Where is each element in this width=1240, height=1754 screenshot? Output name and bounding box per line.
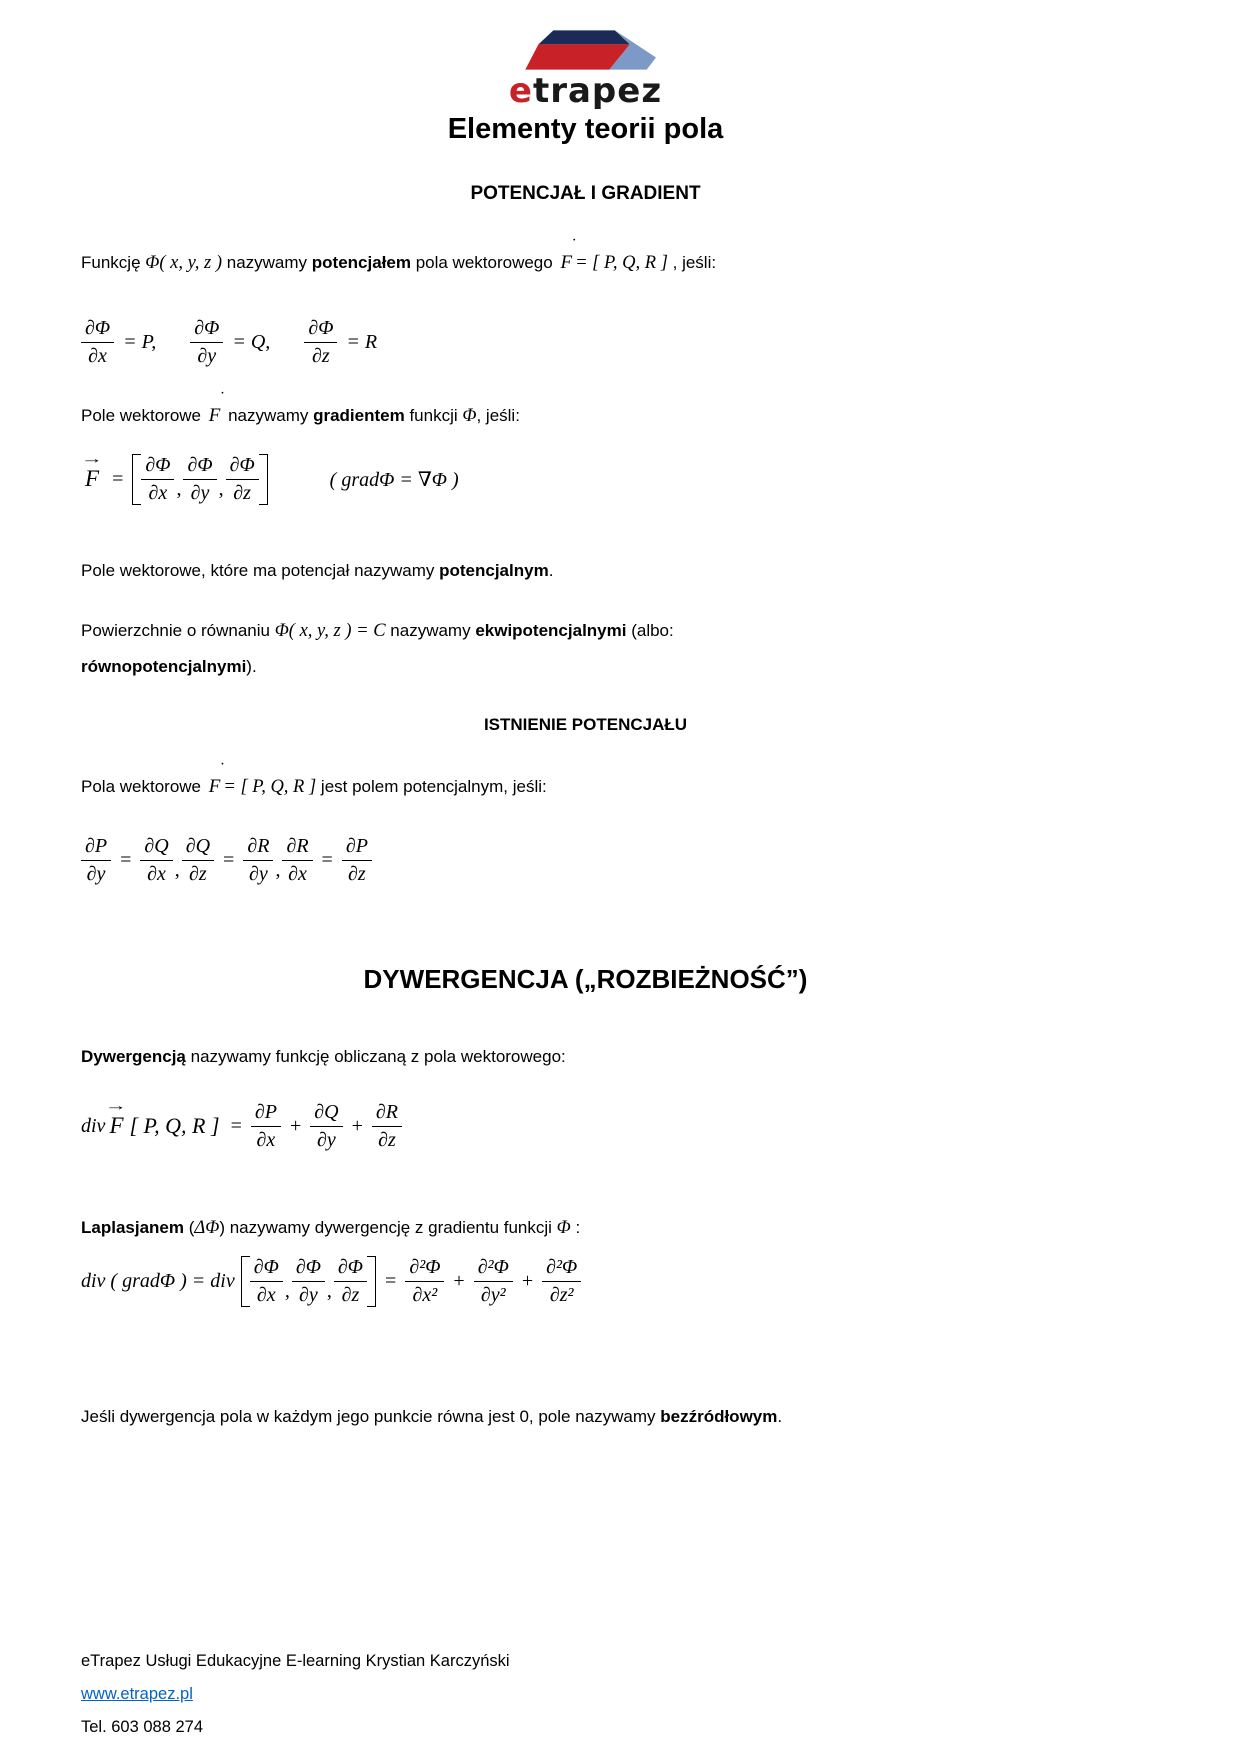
fraction: $\frac{\text{∂²Φ}}{\text{∂x²}}$ (405, 1256, 444, 1307)
equals-P: = P, (123, 330, 157, 353)
math-delta-phi: ΔΦ (194, 1217, 220, 1238)
text: Funkcję (81, 252, 146, 272)
text: nazywamy (385, 620, 476, 640)
paragraph-definicja-dywergencji (81, 1039, 1090, 1075)
vector-dot-mark: ˙ (219, 758, 226, 778)
text: funkcji (404, 405, 463, 425)
fraction: $\frac{\partial Q}{\partial x}$ (140, 835, 172, 886)
vector-arrow-mark: → (105, 1098, 128, 1114)
text: Powierzchnie o równaniu (81, 620, 275, 640)
fraction: $\frac{\partial\Phi}{\partial z}$ (304, 317, 337, 368)
paragraph-definicja-laplasjanu (81, 1210, 1090, 1246)
equals-sign: = (223, 848, 235, 871)
text: . (548, 560, 554, 580)
comma: , (174, 858, 180, 881)
text: pola wektorowego (410, 252, 558, 272)
bold-potencjalem: potencjałem (311, 252, 411, 272)
fraction: $\frac{\partial\Phi}{\partial x}$ (250, 1256, 283, 1307)
math-phi-eq-c: Φ( x, y, z ) = C (274, 620, 386, 641)
plus-sign: + (289, 1114, 302, 1137)
bracketed-vector (132, 454, 267, 505)
text: Pole wektorowe, które ma potencjał nazywamy (81, 560, 440, 580)
footer-website-link[interactable]: www.etrapez.pl (81, 1685, 193, 1703)
equals-sign: = (230, 1114, 242, 1137)
fraction: $\frac{\partial\Phi}{\partial z}$ (334, 1256, 367, 1307)
fraction: $\frac{\partial\Phi}{\partial y}$ (190, 317, 223, 368)
text: jest polem potencjalnym, jeśli: (316, 776, 547, 796)
formula-dywergencja (81, 1098, 1090, 1152)
trapezoid-logo-icon (516, 28, 656, 72)
vector-F-inline (206, 387, 226, 434)
div-grad-lhs: div ( gradΦ ) = div (81, 1269, 235, 1292)
vector-F: F → (80, 451, 104, 492)
brand-letter-e: e (508, 71, 533, 111)
right-bracket (367, 1256, 376, 1307)
bold-rownopotencjalnymi: równopotencjalnymi (81, 656, 247, 676)
equals-R: = R (346, 330, 378, 353)
formula-gradient (80, 451, 1090, 505)
comma: , (284, 1279, 290, 1302)
bold-gradientem: gradientem (313, 405, 405, 425)
text: nazywamy (223, 405, 314, 425)
fraction: $\frac{\partial R}{\partial z}$ (372, 1101, 402, 1152)
brand-rest: trapez (532, 71, 663, 111)
math-pqr-args: [ P, Q, R ] (129, 1113, 220, 1139)
formula-potencjal (81, 317, 1090, 368)
fraction: $\frac{\partial Q}{\partial y}$ (310, 1101, 342, 1152)
vector-dot-mark: ˙ (571, 234, 578, 254)
equals-sign: = (385, 1269, 397, 1292)
fraction: $\frac{\text{∂²Φ}}{\text{∂y²}}$ (474, 1256, 513, 1307)
paragraph-pole-potencjalne (81, 553, 1090, 589)
vector-F-inline (557, 234, 578, 281)
math-F: F (208, 775, 221, 797)
vector-arrow-mark: → (80, 451, 104, 467)
bold-ekwipotencjalnymi: ekwipotencjalnymi (475, 620, 627, 640)
paragraph-warunek-potencjalnosci (81, 758, 1090, 805)
equals-sign: = (112, 467, 124, 490)
grad-nabla-note: ( gradΦ = ∇Φ ) (329, 468, 459, 491)
math-F: F (560, 251, 573, 273)
brand-wordmark (81, 71, 1090, 111)
bracketed-vector (241, 1256, 376, 1307)
etrapez-logo (81, 28, 1090, 111)
comma: , (275, 858, 281, 881)
text: (albo: (626, 620, 674, 640)
bold-bezzrodlowym: bezźródłowym (660, 1406, 778, 1426)
fraction: $\frac{\text{∂²Φ}}{\text{∂z²}}$ (542, 1256, 581, 1307)
vector-dot-mark: ˙ (219, 387, 226, 407)
math-phi: Φ (462, 405, 477, 426)
page-title: Elementy teorii pola (447, 113, 724, 145)
text: . (777, 1406, 783, 1426)
paragraph-definicja-gradientu (81, 387, 1090, 434)
math-phi-xyz: Φ( x, y, z ) (145, 252, 223, 273)
fraction: $\frac{\partial Q}{\partial z}$ (182, 835, 214, 886)
fraction: $\frac{\partial\Phi}{\partial x}$ (141, 454, 174, 505)
math-F: F (208, 404, 221, 426)
math-pqr: = [ P, Q, R ] (575, 252, 668, 273)
text: nazywamy (222, 252, 312, 272)
text: ) nazywamy dywergencję z gradientu funkcji (219, 1217, 557, 1237)
fraction: $\frac{\partial R}{\partial x}$ (282, 835, 312, 886)
left-bracket (241, 1256, 250, 1307)
equals-sign: = (321, 848, 333, 871)
text: ). (246, 656, 257, 676)
right-bracket (259, 454, 268, 505)
fraction: $\frac{\partial\Phi}{\partial y}$ (292, 1256, 325, 1307)
fraction: $\frac{\partial P}{\partial z}$ (342, 835, 372, 886)
text: Jeśli dywergencja pola w każdym jego punkcie równa jest 0, pole nazywamy (81, 1406, 661, 1426)
vector-F: F → (105, 1098, 128, 1139)
fraction: $\frac{\partial P}{\partial x}$ (251, 1101, 281, 1152)
plus-sign: + (453, 1269, 465, 1292)
text: , jeśli: (476, 405, 520, 425)
div-operator: div (81, 1114, 106, 1137)
fraction: $\frac{\partial R}{\partial y}$ (243, 835, 273, 886)
math-phi: Φ (556, 1217, 571, 1238)
plus-sign: + (351, 1114, 363, 1137)
text: Pole wektorowe (81, 405, 206, 425)
formula-warunki-potencjalu (81, 835, 1090, 886)
section-heading-dywergencja: DYWERGENCJA („ROZBIEŻNOŚĆ”) (363, 963, 808, 994)
fraction: $\frac{\partial\Phi}{\partial y}$ (183, 454, 216, 505)
left-bracket (132, 454, 141, 505)
paragraph-pole-bezzrodlowe (81, 1399, 1090, 1435)
footer (81, 1645, 510, 1744)
comma: , (218, 477, 224, 500)
footer-phone: Tel. 603 088 274 (81, 1718, 204, 1736)
equals-sign: = (120, 848, 132, 871)
plus-sign: + (521, 1269, 534, 1292)
text: ( (184, 1217, 195, 1237)
fraction: $\frac{\partial\Phi}{\partial x}$ (81, 317, 114, 368)
bold-dywergencja: Dywergencją (81, 1046, 186, 1066)
comma: , (176, 477, 182, 500)
fraction: $\frac{\partial\Phi}{\partial z}$ (226, 454, 259, 505)
comma: , (326, 1279, 332, 1302)
paragraph-definicja-potencjalu (81, 234, 1090, 281)
fraction: $\frac{\partial P}{\partial y}$ (81, 835, 111, 886)
section-heading-istnienie-potencjalu: ISTNIENIE POTENCJAŁU (483, 714, 688, 734)
text: nazywamy funkcję obliczaną z pola wektorowego: (185, 1046, 566, 1066)
bold-laplasjanem: Laplasjanem (81, 1217, 184, 1237)
vector-F-inline (206, 758, 226, 805)
paragraph-powierzchnie-ekwipotencjalne (81, 613, 1090, 685)
text: Pola wektorowe (81, 776, 206, 796)
math-pqr: = [ P, Q, R ] (223, 776, 317, 797)
footer-company-line: eTrapez Usługi Edukacyjne E-learning Krystian Karczyński (81, 1652, 510, 1670)
text: : (570, 1217, 581, 1237)
equals-Q: = Q, (232, 330, 271, 353)
formula-laplasjan (81, 1256, 1090, 1307)
bold-potencjalnym: potencjalnym (439, 560, 549, 580)
section-heading-potencjal-i-gradient: POTENCJAŁ I GRADIENT (470, 182, 701, 204)
text: , jeśli: (667, 252, 717, 272)
